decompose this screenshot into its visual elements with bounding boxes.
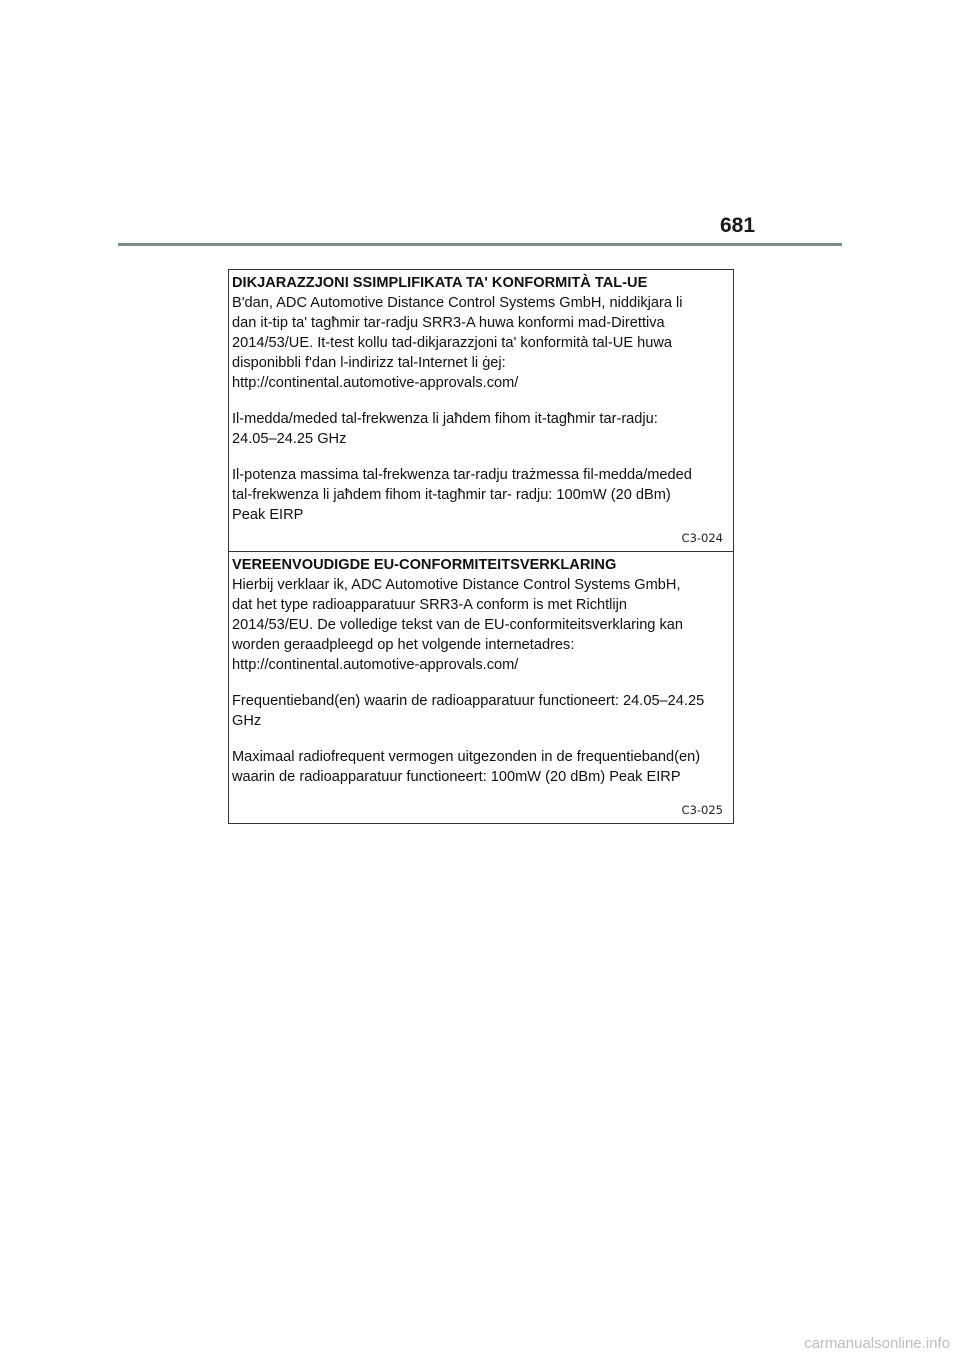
section-title: VEREENVOUDIGDE EU-CONFORMITEITSVERKLARING <box>232 557 617 573</box>
text-line: Frequentieband(en) waarin de radioapparatuur functioneert: 24.05–24.25 <box>232 693 705 709</box>
text-line: 2014/53/UE. It-test kollu tad-dikjarazzjoni ta' konformità tal-UE huwa <box>232 335 672 351</box>
text-line: dan it-tip ta' tagħmir tar-radju SRR3-A huwa konformi mad-Direttiva <box>232 315 665 331</box>
declaration-box <box>228 269 734 824</box>
section-title: DIKJARAZZJONI SSIMPLIFIKATA TA' KONFORMITÀ TAL-UE <box>232 275 648 291</box>
declaration-section-dutch <box>229 551 733 823</box>
text-line: disponibbli f'dan l-indirizz tal-Internet li ġej: <box>232 355 506 371</box>
text-line: Maximaal radiofrequent vermogen uitgezonden in de frequentieband(en) <box>232 749 701 765</box>
text-line: Hierbij verklaar ik, ADC Automotive Distance Control Systems GmbH, <box>232 577 681 593</box>
text-line: 2014/53/EU. De volledige tekst van de EU-conformiteitsverklaring kan <box>232 617 684 633</box>
text-line: Il-potenza massima tal-frekwenza tar-radju trażmessa fil-medda/meded <box>232 467 692 483</box>
text-line: 24.05–24.25 GHz <box>232 431 347 447</box>
text-line: dat het type radioapparatuur SRR3-A conform is met Richtlijn <box>232 597 628 613</box>
text-line: worden geraadpleegd op het volgende internetadres: <box>232 637 575 653</box>
text-line: Il-medda/meded tal-frekwenza li jaħdem fihom it-tagħmir tar-radju: <box>232 411 658 427</box>
paragraph <box>232 691 729 731</box>
paragraph <box>232 575 729 675</box>
paragraph <box>232 409 729 449</box>
watermark: carmanualsonline.info <box>804 1335 950 1352</box>
header-rule <box>118 243 842 246</box>
text-line: B'dan, ADC Automotive Distance Control Systems GmbH, niddikjara li <box>232 295 683 311</box>
paragraph <box>232 747 729 787</box>
text-line: Peak EIRP <box>232 507 304 523</box>
paragraph <box>232 465 729 525</box>
paragraph <box>232 293 729 393</box>
page-number: 681 <box>720 214 756 237</box>
url-text: http://continental.automotive-approvals.com/ <box>232 375 519 391</box>
text-line: GHz <box>232 713 262 729</box>
declaration-section-maltese <box>229 270 733 551</box>
text-line: tal-frekwenza li jaħdem fihom it-tagħmir tar- radju: 100mW (20 dBm) <box>232 487 671 503</box>
section-code: C3-025 <box>681 803 723 817</box>
url-text: http://continental.automotive-approvals.com/ <box>232 657 519 673</box>
section-code: C3-024 <box>681 531 723 545</box>
text-line: waarin de radioapparatuur functioneert: 100mW (20 dBm) Peak EIRP <box>232 769 681 785</box>
